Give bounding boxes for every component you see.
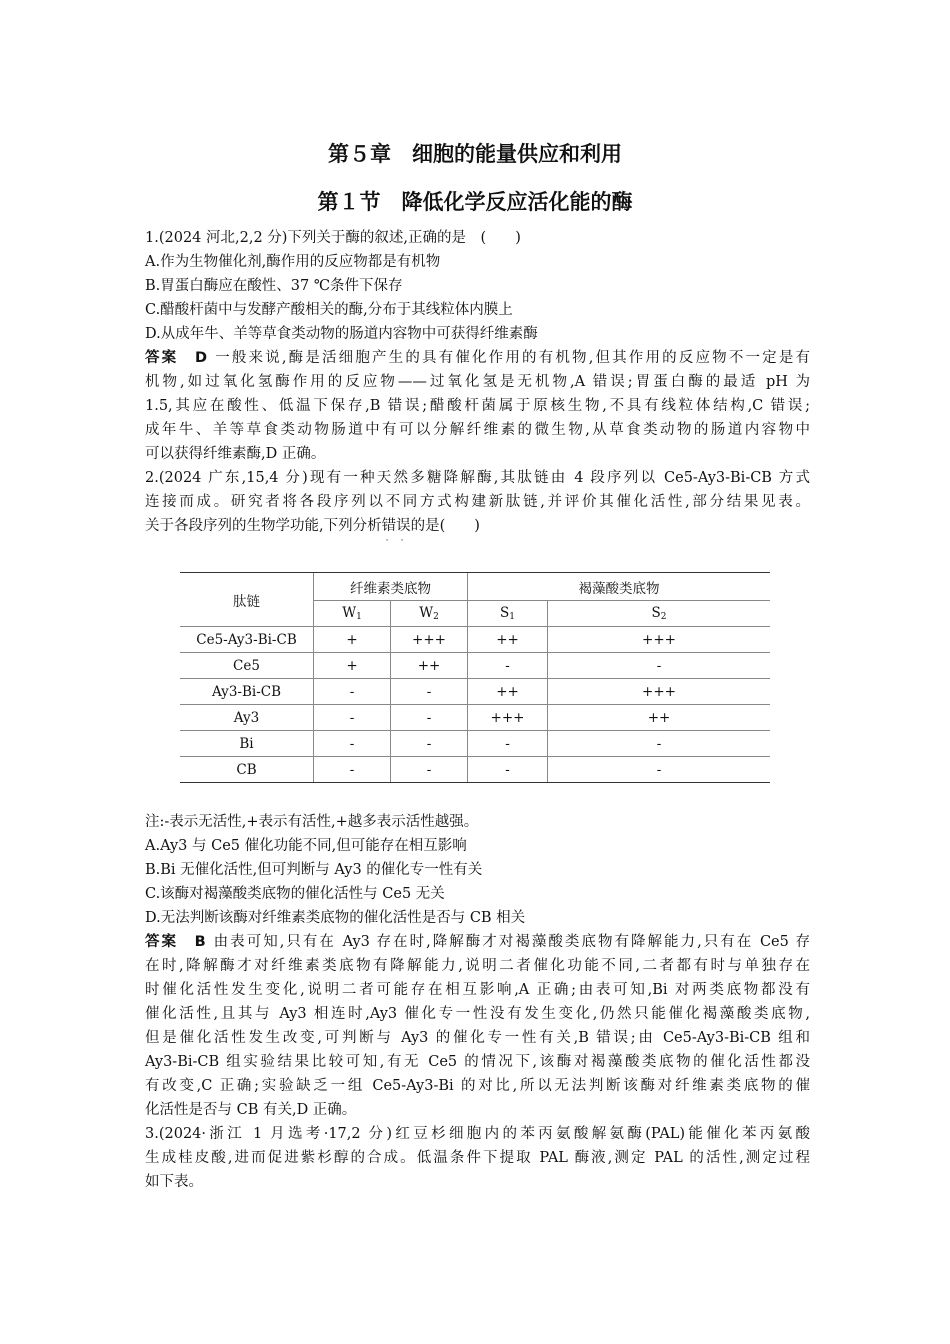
- question-2-continued: [145, 810, 810, 1194]
- table-row: Ce5-Ay3-Bi-CB + +++ ++ +++: [180, 627, 770, 653]
- q1-answer-line-4: 成年牛、羊等草食类动物肠道中有可以分解纤维素的微生物,从草食类动物的肠道内容物中: [145, 422, 810, 438]
- chapter-title: 第５章 细胞的能量供应和利用: [328, 142, 622, 166]
- q2-answer-line-7: 有改变,C 正确;实验缺乏一组 Ce5-Ay3-Bi 的对比,所以无法判断该酶对纤维素类底物的催: [145, 1078, 810, 1094]
- emphasis-dot: ·: [385, 536, 389, 546]
- q1-option-d: D.从成年牛、羊等草食类动物的肠道内容物中可获得纤维素酶: [145, 326, 538, 342]
- q2-answer-label: 答案 B: [145, 934, 206, 950]
- q2-answer-line-2: 在时,降解酶才对纤维素类底物有降解能力,说明二者催化功能不同,二者都有时与单独存在: [145, 958, 810, 974]
- q2-answer-line-1: [145, 930, 810, 954]
- q1-answer-line-5: 可以获得纤维素酶,D 正确。: [145, 446, 326, 462]
- header-peptide: 肽链: [180, 573, 314, 627]
- table-row: Ay3 - - +++ ++: [180, 705, 770, 731]
- table-row: Ce5 + ++ - -: [180, 653, 770, 679]
- header-w2: $W_2$: [391, 601, 468, 627]
- q2-answer-line-6: Ay3-Bi-CB 组实验结果比较可知,有无 Ce5 的情况下,该酶对褐藻酸类底物的催化活性都没: [145, 1054, 810, 1070]
- q2-option-c: C.该酶对褐藻酸类底物的催化活性与 Ce5 无关: [145, 886, 445, 902]
- q1-option-b: B.胃蛋白酶应在酸性、37 ℃条件下保存: [145, 278, 403, 294]
- q2-stem-after: 的是( ): [410, 518, 480, 534]
- q2-option-d: D.无法判断该酶对纤维素类底物的催化活性是否与 CB 相关: [145, 910, 526, 926]
- section-title: 第１节 降低化学反应活化能的酶: [317, 190, 633, 214]
- table-row: CB - - - -: [180, 757, 770, 783]
- q2-stem-emphasis: [381, 518, 411, 546]
- q3-stem-line-1: 3.(2024·浙江 1 月选考·17,2 分)红豆杉细胞内的苯丙氨酸解氨酶(PAL)能催化苯丙氨酸: [145, 1126, 810, 1142]
- q1-answer-line-2: 机物,如过氧化氢酶作用的反应物——过氧化氢是无机物,A 错误;胃蛋白酶的最适 pH 为: [145, 374, 810, 390]
- q2-stem-line-1: 2.(2024 广东,15,4 分)现有一种天然多糖降解酶,其肽链由 4 段序列以 Ce5-Ay3-Bi-CB 方式: [145, 470, 810, 486]
- table-row: Bi - - - -: [180, 731, 770, 757]
- q3-stem-line-2: 生成桂皮酸,进而促进紫杉醇的合成。低温条件下提取 PAL 酶液,测定 PAL 的活性,测定过程: [145, 1150, 810, 1166]
- q1-answer-line-3: 1.5,其应在酸性、低温下保存,B 错误;醋酸杆菌属于原核生物,不具有线粒体结构,C 错误;: [145, 398, 810, 414]
- header-s2: $S_2$: [548, 601, 771, 627]
- q2-answer-line-4: 催化活性,且其与 Ay3 相连时,Ay3 催化专一性没有发生变化,仍然只能催化褐藻酸类底物,: [145, 1006, 810, 1022]
- table-row: Ay3-Bi-CB - - ++ +++: [180, 679, 770, 705]
- header-alginate: 褐藻酸类底物: [468, 573, 771, 601]
- q2-answer-line-8: 化活性是否与 CB 有关,D 正确。: [145, 1102, 357, 1118]
- q1-answer-label: 答案 D: [145, 350, 208, 366]
- q1-option-c: C.醋酸杆菌中与发酵产酸相关的酶,分布于其线粒体内膜上: [145, 302, 513, 318]
- table-note: 注:-表示无活性,+表示有活性,+越多表示活性越强。: [145, 814, 479, 830]
- header-s1: $S_1$: [468, 601, 548, 627]
- q2-stem-line-3: [145, 514, 810, 546]
- q3-stem-line-3: 如下表。: [145, 1174, 203, 1190]
- activity-table: [180, 572, 770, 783]
- q1-stem: 1.(2024 河北,2,2 分)下列关于酶的叙述,正确的是 ( ): [145, 230, 521, 246]
- question-1: [145, 226, 810, 546]
- q1-answer-text-1: 一般来说,酶是活细胞产生的具有催化作用的有机物,但其作用的反应物不一定是有: [213, 350, 810, 366]
- q2-answer-text-1: 由表可知,只有在 Ay3 存在时,降解酶才对褐藻酸类底物有降解能力,只有在 Ce5 存: [211, 934, 810, 950]
- q2-option-b: B.Bi 无催化活性,但可判断与 Ay3 的催化专一性有关: [145, 862, 483, 878]
- q1-option-a: A.作为生物催化剂,酶作用的反应物都是有机物: [145, 254, 441, 270]
- q1-answer-line-1: [145, 346, 810, 370]
- header-cellulose: 纤维素类底物: [314, 573, 468, 601]
- q2-stem-before: 关于各段序列的生物学功能,下列分析: [145, 518, 382, 534]
- header-w1: $W_1$: [314, 601, 391, 627]
- q2-answer-line-3: 时催化活性发生变化,说明二者可能存在相互影响,A 正确;由表可知,Bi 对两类底物都没有: [145, 982, 810, 998]
- q2-option-a: A.Ay3 与 Ce5 催化功能不同,但可能存在相互影响: [145, 838, 467, 854]
- q2-stem-emphasis-text: 错误: [381, 518, 411, 534]
- q2-answer-line-5: 但是催化活性发生改变,可判断与 Ay3 的催化专一性有关,B 错误;由 Ce5-Ay3-Bi-CB 组和: [145, 1030, 810, 1046]
- emphasis-dot: ·: [400, 536, 404, 546]
- q2-stem-line-2: 连接而成。研究者将各段序列以不同方式构建新肽链,并评价其催化活性,部分结果见表。: [145, 494, 810, 510]
